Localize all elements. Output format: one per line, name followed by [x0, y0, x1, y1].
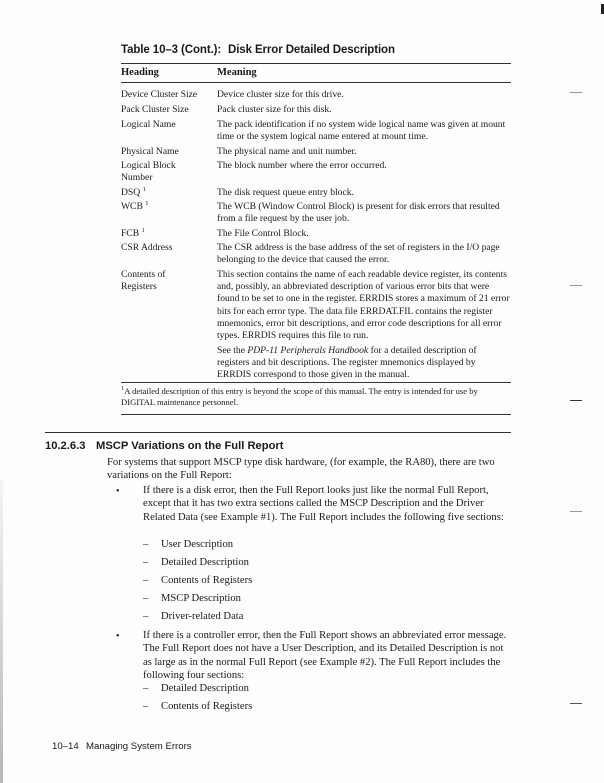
row-meaning: The physical name and unit number.: [217, 146, 357, 157]
list-item: Detailed Description: [161, 557, 249, 568]
table-bottom-rule: [121, 414, 511, 415]
row-meaning: The disk request queue entry block.: [217, 187, 354, 198]
section-number: 10.2.6.3: [45, 440, 86, 452]
bullet-text: If there is a controller error, then the Full Report shows an abbreviated error message. The Full Report does not have a User Description, and its Detailed Description is not as large as in the normal Full Report (see Example #2). The Full Report includes the following four sections:: [143, 630, 507, 681]
table-header-rule: [121, 82, 511, 83]
table-top-rule: [121, 63, 511, 64]
margin-mark: [570, 400, 582, 401]
margin-mark: [570, 703, 582, 704]
dash-marker: –: [143, 557, 149, 568]
dash-marker: –: [143, 611, 149, 622]
dash-marker: –: [143, 701, 149, 712]
margin-mark: [570, 285, 582, 286]
dash-marker: –: [143, 575, 149, 586]
bullet-text: If there is a disk error, then the Full Report looks just like the normal Full Report, except that it has two extra sections called the MSCP Description and the Driver Related Data (see Example #1). The Full Report includes the following five sections:: [143, 485, 504, 523]
page-number: 10–14: [52, 741, 79, 752]
dash-marker: –: [143, 539, 149, 550]
bullet-marker: •: [116, 486, 120, 497]
row-heading: Pack Cluster Size: [121, 104, 189, 115]
footnote-ref: 1: [145, 200, 149, 207]
dash-marker: –: [143, 593, 149, 604]
table-title: [121, 44, 395, 56]
row-heading: CSR Address: [121, 242, 173, 253]
list-item: Contents of Registers: [161, 575, 253, 586]
list-item: Detailed Description: [161, 683, 249, 694]
list-item: User Description: [161, 539, 234, 550]
row-meaning: This section contains the name of each readable device register, its contents and, possibly, an abbreviated description of various error bits that were found to be set to one in the register. ERRDIS stores a maximum of 21 error bits for each error type. The data file ERRDAT.FIL contains the register mnemonics, error bit descriptions, and error code descriptions for all error types. ERRDIS requires this file to run.: [217, 269, 510, 342]
list-item: Contents of Registers: [161, 701, 253, 712]
row-meaning: The File Control Block.: [217, 228, 309, 239]
list-item: Driver-related Data: [161, 611, 244, 622]
chapter-title: Managing System Errors: [86, 741, 192, 752]
row-heading: Physical Name: [121, 146, 179, 157]
table-number: Table 10–3 (Cont.):: [121, 44, 222, 56]
section-intro: For systems that support MSCP type disk hardware, (for example, the RA80), there are two variations on the Full Report:: [107, 457, 495, 482]
footnote-ref: 1: [142, 186, 146, 193]
row-heading: Device Cluster Size: [121, 89, 198, 100]
margin-mark: [570, 511, 582, 512]
row-heading: Logical Block Number: [121, 160, 176, 184]
row-heading: WCB $^1$: [121, 200, 149, 212]
row-meaning: The WCB (Window Control Block) is present for disk errors that resulted from a file request by the user job.: [217, 201, 500, 225]
row-meaning: The pack identification if no system wide logical name was given at mount time or the system logical name entered at mount time.: [217, 119, 506, 143]
margin-mark: [570, 92, 582, 93]
row-heading: Logical Name: [121, 119, 176, 130]
scan-edge-shadow: [0, 480, 3, 783]
list-item: MSCP Description: [161, 593, 241, 604]
bullet-marker: •: [116, 631, 120, 642]
row-heading: DSQ $^1$: [121, 186, 146, 198]
row-meaning: The block number where the error occurred.: [217, 160, 387, 171]
row-heading: FCB $^1$: [121, 227, 145, 239]
table-caption: Disk Error Detailed Description: [228, 44, 395, 56]
row-meaning: The CSR address is the base address of the set of registers in the I/O page belonging to the device that caused the error.: [217, 242, 500, 266]
row-meaning: Pack cluster size for this disk.: [217, 104, 332, 115]
footnote-rule: [121, 382, 511, 383]
table-footnote: $^1$A detailed description of this entry is beyond the scope of this manual. The entry is intended for use by DIGITAL maintenance personnel.: [121, 385, 478, 407]
row-heading: Contents of Registers: [121, 269, 166, 293]
column-header-meaning: Meaning: [217, 67, 257, 78]
dash-marker: –: [143, 683, 149, 694]
row-meaning-continued: See the PDP-11 Peripherals Handbook for a detailed description of registers and bit descriptions. The register mnemonics displayed by ERRDIS correspond to those given in the manual.: [217, 345, 477, 381]
page-footer: [52, 741, 192, 752]
column-header-heading: Heading: [121, 67, 159, 78]
section-title: MSCP Variations on the Full Report: [96, 440, 284, 452]
handbook-title: PDP-11 Peripherals Handbook: [247, 345, 369, 356]
footnote-ref: 1: [141, 227, 145, 234]
section-rule: [45, 432, 511, 433]
footnote-marker: 1: [121, 385, 125, 392]
row-meaning: Device cluster size for this drive.: [217, 89, 344, 100]
